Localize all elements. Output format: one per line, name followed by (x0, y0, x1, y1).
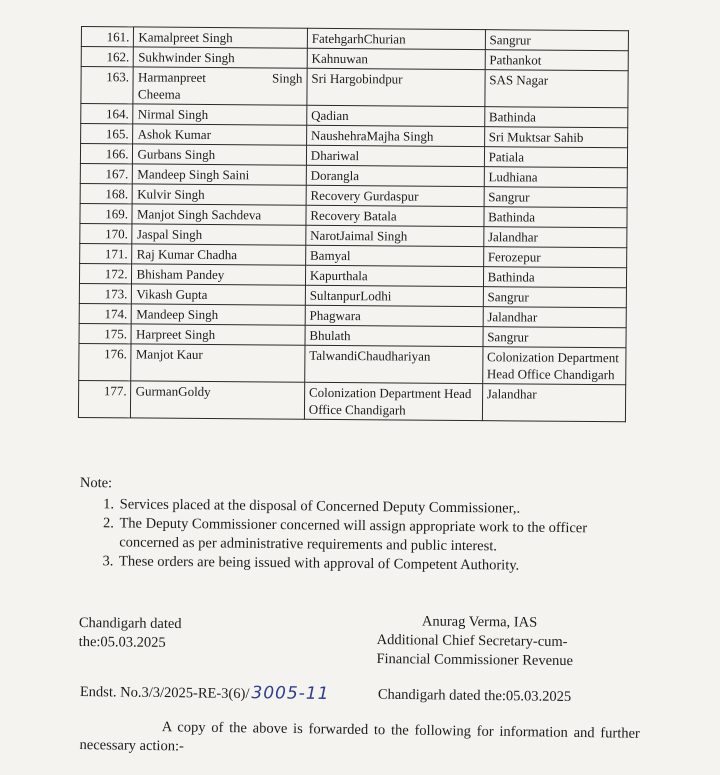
place-line: Chandigarh dated (78, 614, 182, 633)
serial-number-cell: 169. (80, 203, 133, 223)
note-item: 1. Services placed at the disposal of Concerned Deputy Commissioner,. (118, 495, 650, 520)
officer-name-cell: Bhisham Pandey (132, 264, 306, 285)
district-cell: Sangrur (485, 30, 628, 51)
date-line: the:05.03.2025 (78, 633, 166, 651)
posting-place-cell: Qadian (307, 105, 485, 126)
district-cell: Jalandhar (482, 384, 626, 422)
posting-place-cell: Dorangla (306, 165, 484, 186)
table-row (78, 380, 625, 421)
district-cell: Pathankot (485, 50, 628, 71)
serial-number-cell: 165. (81, 124, 134, 144)
posting-place-cell: Kahnuwan (307, 48, 485, 69)
officer-name-cell: Ashok Kumar (133, 124, 307, 145)
district-cell: Jalandhar (483, 227, 626, 248)
serial-number-cell: 168. (80, 183, 133, 203)
place-date-block (79, 614, 182, 653)
note-list (79, 495, 650, 577)
district-cell: Colonization Department Head Office Chandigarh (482, 347, 626, 385)
endorsement-number: Endst. No.3/3/2025-RE-3(6)/ (79, 683, 250, 703)
handwritten-number: 3005-11 (251, 683, 330, 705)
posting-place-cell: SultanpurLodhi (305, 285, 483, 306)
officer-name-cell: Gurbans Singh (133, 144, 307, 165)
note-heading: Note: (79, 474, 113, 492)
designation-line: Financial Commissioner Revenue (376, 650, 574, 670)
serial-number-cell: 172. (79, 263, 132, 283)
serial-number-cell: 164. (81, 104, 134, 124)
district-cell: Patiala (484, 147, 627, 168)
officer-name-cell: Manjot Singh Sachdeva (132, 204, 306, 225)
district-cell: Bathinda (483, 267, 626, 288)
district-cell: Sri Muktsar Sahib (484, 127, 627, 148)
district-cell: Sangrur (483, 287, 626, 308)
serial-number-cell: 166. (80, 144, 133, 164)
district-cell: Bathinda (484, 207, 627, 228)
posting-place-cell: Sri Hargobindpur (307, 68, 485, 106)
serial-number-cell: 163. (81, 67, 134, 104)
district-cell: Ferozepur (483, 247, 626, 268)
district-cell: Bathinda (484, 107, 627, 128)
posting-place-cell: Phagwara (305, 305, 483, 326)
posting-place-cell: TalwandiChaudhariyan (305, 345, 483, 383)
endorsement-date: Chandigarh dated the:05.03.2025 (377, 686, 572, 706)
note-item: 2. The Deputy Commissioner concerned will assign appropriate work to the officer concerned as per administrative requirements and public interest. (117, 514, 649, 558)
district-cell: Sangrur (483, 327, 626, 348)
posting-place-cell: Bhulath (305, 325, 483, 346)
serial-number-cell: 174. (79, 303, 132, 323)
officer-name: Anurag Verma, IAS (421, 613, 538, 631)
officer-name-cell: Sukhwinder Singh (134, 47, 308, 68)
posting-place-cell: Colonization Department Head Office Chandigarh (304, 382, 482, 420)
table-row (79, 343, 626, 384)
forwarding-sentence: A copy of the above is forwarded to the following for information and further necessary action:- (79, 719, 640, 755)
officer-name-cell: GurmanGoldy (131, 381, 305, 419)
serial-number-cell: 161. (81, 27, 134, 47)
note-section (79, 474, 650, 577)
officer-name-cell: Mandeep Singh (132, 304, 306, 325)
posting-place-cell: Recovery Gurdaspur (306, 185, 484, 206)
serial-number-cell: 171. (80, 243, 133, 263)
officer-name-cell: Harpreet Singh (131, 324, 305, 345)
officer-name-cell: Nirmal Singh (133, 104, 307, 125)
designation-line: Additional Chief Secretary-cum- (376, 631, 568, 650)
serial-number-cell: 176. (79, 343, 132, 380)
serial-number-cell: 175. (79, 323, 132, 343)
signatory-block (376, 612, 573, 671)
posting-place-cell: NarotJaimal Singh (306, 225, 484, 246)
officer-name-cell: Kamalpreet Singh (134, 27, 308, 48)
forwarding-text (79, 717, 639, 763)
table-row (81, 67, 628, 108)
serial-number-cell: 177. (78, 380, 131, 417)
note-item: 3. These orders are being issued with approval of Competent Authority. (117, 552, 649, 577)
district-cell: SAS Nagar (485, 70, 629, 108)
posting-place-cell: Dhariwal (306, 145, 484, 166)
posting-place-cell: Bamyal (305, 245, 483, 266)
serial-number-cell: 173. (79, 283, 132, 303)
officer-name-cell: Mandeep Singh Saini (133, 164, 307, 185)
officer-name-cell: Raj Kumar Chadha (132, 244, 306, 265)
district-cell: Sangrur (484, 187, 627, 208)
posting-place-cell: Kapurthala (305, 265, 483, 286)
endorsement-line (80, 682, 640, 709)
district-cell: Ludhiana (484, 167, 627, 188)
officer-name-cell: Kulvir Singh (133, 184, 307, 205)
posting-place-cell: NaushehraMajha Singh (306, 125, 484, 146)
posting-place-cell: FatehgarhChurian (307, 28, 485, 49)
officer-name-cell: Vikash Gupta (132, 284, 306, 305)
district-cell: Jalandhar (483, 307, 626, 328)
posting-place-cell: Recovery Batala (306, 205, 484, 226)
officer-name-cell: Harmanpreet Singh Cheema (133, 67, 307, 105)
serial-number-cell: 162. (81, 47, 134, 67)
serial-number-cell: 167. (80, 163, 133, 183)
posting-table (78, 26, 629, 422)
officer-name-cell: Jaspal Singh (132, 224, 306, 245)
serial-number-cell: 170. (80, 223, 133, 243)
officer-name-cell: Manjot Kaur (131, 344, 305, 382)
